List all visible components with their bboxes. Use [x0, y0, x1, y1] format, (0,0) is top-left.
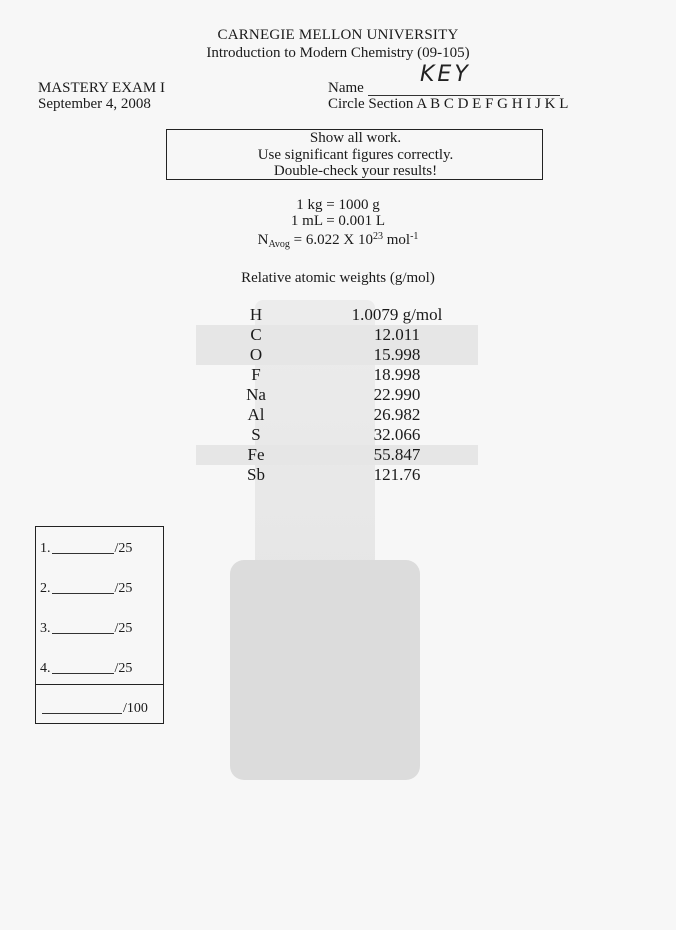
avogadro-symbol: N [257, 232, 269, 248]
element-symbol: H [249, 305, 263, 324]
max-points: /25 [114, 661, 133, 676]
exam-title: MASTERY EXAM I [38, 80, 165, 96]
avogadro-unit: mol [382, 232, 411, 248]
score-row-1 [40, 541, 132, 557]
score-total-row [40, 701, 148, 717]
conversion-kg: 1 kg = 1000 g [296, 197, 380, 213]
total-divider [36, 684, 163, 685]
element-symbol: S [251, 425, 261, 444]
atomic-weights-title: Relative atomic weights (g/mol) [241, 270, 435, 286]
course-title: Introduction to Modern Chemistry (09-105) [206, 45, 470, 61]
score-blank[interactable] [52, 553, 114, 554]
element-weight: 15.998 [316, 345, 478, 365]
score-box [35, 526, 164, 724]
max-points: /25 [114, 581, 133, 596]
table-row [196, 345, 478, 365]
name-label: Name [328, 80, 364, 96]
avogadro-subscript: Avog [268, 239, 290, 250]
section-selector[interactable]: Circle Section A B C D E F G H I J K L [328, 96, 569, 112]
element-symbol: F [251, 365, 261, 384]
element-symbol: Na [246, 385, 266, 404]
score-blank[interactable] [52, 673, 114, 674]
element-symbol: O [196, 345, 316, 365]
table-row [196, 465, 478, 485]
score-row-2 [40, 581, 132, 597]
total-score-blank[interactable] [42, 713, 122, 714]
atomic-weights-table [196, 305, 478, 485]
instruction-line: Show all work. [309, 130, 402, 146]
name-handwritten-value: KEY [420, 62, 471, 87]
element-weight: 18.998 [373, 365, 421, 384]
question-number: 3. [40, 621, 51, 636]
instruction-line: Double-check your results! [273, 163, 438, 179]
avogadro-equation: = 6.022 X 10 [289, 232, 373, 248]
question-number: 1. [40, 541, 51, 556]
exam-date: September 4, 2008 [38, 96, 151, 112]
score-row-4 [40, 661, 132, 677]
university-name: CARNEGIE MELLON UNIVERSITY [217, 27, 459, 43]
instructions-box [166, 129, 543, 180]
score-row-3 [40, 621, 132, 637]
max-points: /25 [114, 621, 133, 636]
score-blank[interactable] [52, 633, 114, 634]
avogadro-constant [0, 231, 676, 250]
table-row [196, 305, 478, 325]
element-weight: 32.066 [373, 425, 421, 444]
question-number: 2. [40, 581, 51, 596]
element-symbol: Al [247, 405, 265, 424]
conversion-ml: 1 mL = 0.001 L [290, 213, 386, 229]
instruction-line: Use significant figures correctly. [257, 147, 454, 163]
score-blank[interactable] [52, 593, 114, 594]
table-row [196, 365, 478, 385]
avogadro-exponent: 23 [372, 231, 383, 242]
table-row [196, 325, 478, 345]
max-points: /25 [114, 541, 133, 556]
avogadro-unit-exponent: -1 [410, 231, 419, 242]
element-weight: 22.990 [373, 385, 421, 404]
element-weight: 121.76 [373, 465, 421, 484]
element-symbol: Sb [247, 465, 265, 484]
element-symbol: C [196, 325, 316, 345]
table-row [196, 425, 478, 445]
table-row [196, 405, 478, 425]
element-weight: 1.0079 g/mol [351, 305, 443, 324]
bleed-through-shadow-lower [230, 560, 420, 780]
table-row [196, 385, 478, 405]
element-weight: 12.011 [316, 325, 478, 345]
question-number: 4. [40, 661, 51, 676]
element-symbol: Fe [196, 445, 316, 465]
element-weight: 26.982 [373, 405, 421, 424]
table-row [196, 445, 478, 465]
element-weight: 55.847 [316, 445, 478, 465]
total-max-points: /100 [123, 701, 148, 716]
